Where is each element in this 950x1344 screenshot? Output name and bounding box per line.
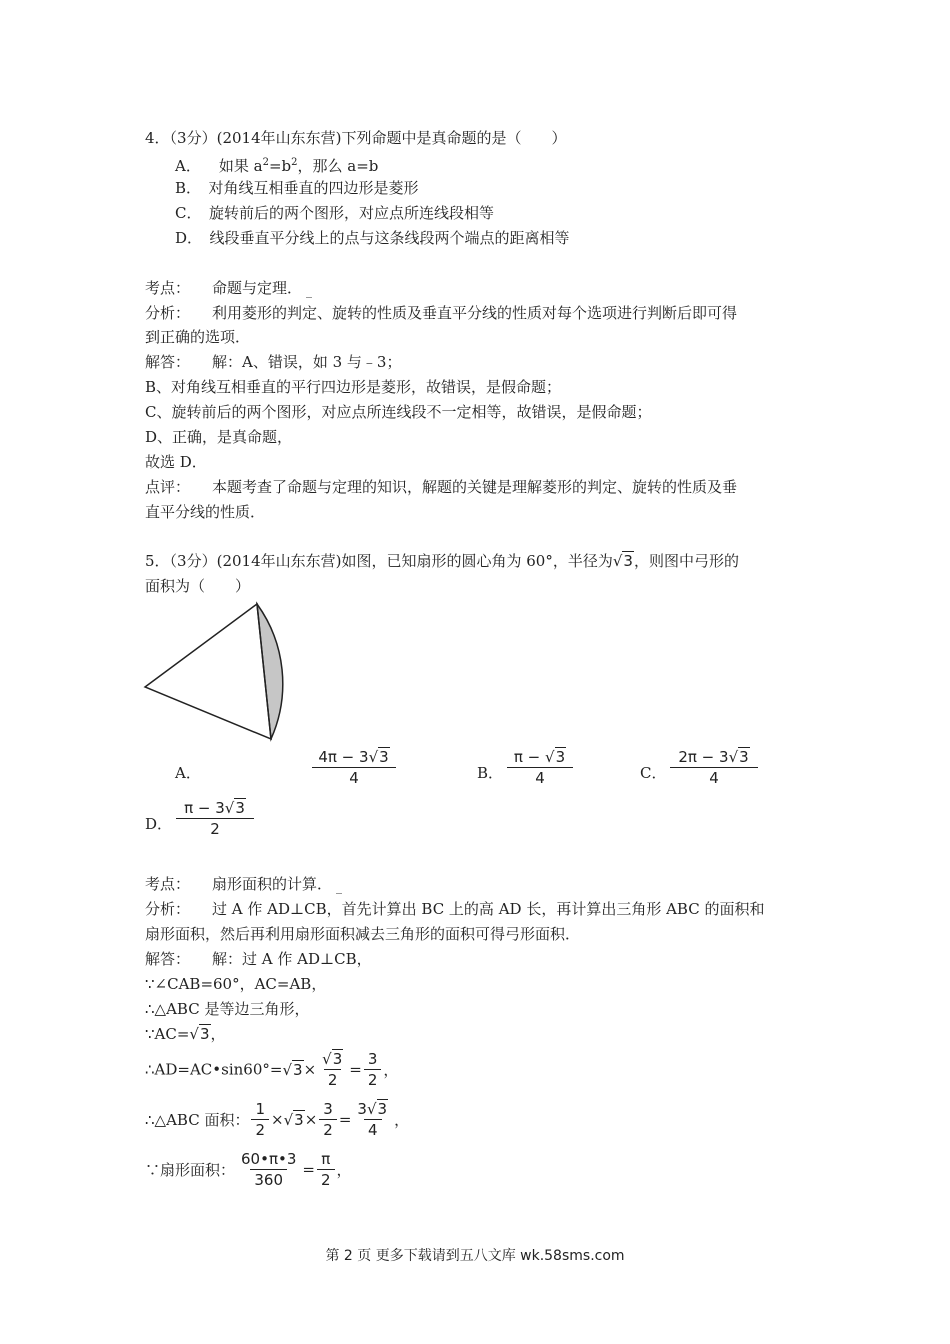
times-sign: × [304, 1110, 318, 1129]
line-6-post: ， [336, 1161, 352, 1179]
line-4-post: ， [383, 1061, 399, 1079]
fraction-numerator [510, 748, 570, 767]
q5-fenxi-label: 分析： [145, 900, 191, 918]
q5-option-d-label: D． [145, 815, 173, 833]
q4-jieda-text: 解：A、错误，如 3 与﹣3； [212, 353, 402, 371]
equals-sign: = [349, 1060, 362, 1079]
fraction-denominator: 2 [364, 1069, 382, 1089]
equals-sign: = [302, 1160, 315, 1179]
q5-kaodian-text: 扇形面积的计算． [212, 875, 333, 893]
q4-option-c: C． 旋转前后的两个图形，对应点所连线段相等 [175, 204, 494, 222]
fraction-numerator [674, 748, 753, 767]
times-sign: × [271, 1110, 284, 1129]
numerator-text: 4π − 3 [318, 748, 369, 766]
q5-kaodian [145, 874, 342, 894]
q4-choose: 故选 D． [145, 453, 207, 471]
q4-option-a-exp1: 2 [262, 157, 269, 168]
fraction-denominator: 4 [507, 767, 573, 787]
radicand: 3 [332, 1050, 343, 1068]
fraction [319, 1100, 337, 1139]
fraction [364, 1050, 382, 1089]
q4-kaodian-label: 考点： [145, 279, 191, 297]
q5-line-1: ∵∠CAB=60°，AC=AB， [145, 975, 327, 993]
sqrt-symbol: √3 [545, 748, 566, 766]
line-5-post: ， [394, 1111, 410, 1129]
radicand: 3 [294, 1110, 304, 1129]
q4-kaodian-text: 命题与定理． [212, 279, 303, 297]
radicand: 3 [739, 748, 749, 766]
q4-option-a-label: A． [175, 157, 201, 175]
line-4-text: ∴AD=AC•sin60°= [145, 1060, 283, 1079]
q4-dianping [145, 477, 737, 497]
sqrt-symbol: √3 [282, 1060, 303, 1079]
segment-shaded-region [257, 604, 283, 739]
sqrt-symbol: √3 [368, 748, 389, 766]
fraction-numerator: 60•π•3 [241, 1150, 297, 1168]
q5-line-3 [145, 1024, 226, 1044]
q4-solution-b: B、对角线互相垂直的平行四边形是菱形，故错误，是假命题； [145, 378, 562, 396]
q5-option-d [174, 799, 256, 838]
q5-title-line2: 面积为（ ） [145, 577, 251, 595]
q4-fenxi [145, 303, 737, 323]
radicand: 3 [199, 1025, 210, 1043]
sqrt-symbol: √3 [283, 1110, 304, 1129]
q5-line-5 [145, 1100, 409, 1139]
line-6-text: ∵扇形面积： [145, 1161, 236, 1179]
q5-title-radicand: 3 [623, 552, 633, 570]
fraction-denominator: 2 [251, 1119, 269, 1139]
q4-option-d: D． 线段垂直平分线上的点与这条线段两个端点的距离相等 [175, 229, 570, 247]
sqrt-symbol: √3 [224, 799, 245, 817]
sqrt-symbol: √3 [366, 1100, 388, 1118]
fraction-denominator: 2 [176, 818, 254, 838]
q4-title: 4．（3分）(2014年山东东营)下列命题中是真命题的是（ ） [145, 129, 567, 147]
fraction [317, 1150, 335, 1189]
q5-title [145, 551, 739, 571]
fraction-numerator: 1 [255, 1100, 266, 1118]
fraction [318, 1050, 347, 1089]
fraction-denominator: 2 [317, 1169, 335, 1189]
q5-option-a-label: A． [175, 764, 201, 782]
equals-sign: = [338, 1110, 352, 1129]
q4-jieda-label: 解答： [145, 353, 191, 371]
sqrt-symbol: √3 [728, 748, 749, 766]
q4-dianping-text-1: 本题考查了命题与定理的知识，解题的关键是理解菱形的判定、旋转的性质及垂 [212, 478, 738, 496]
fraction-numerator [353, 1100, 392, 1119]
q5-jieda-text: 解：过 A 作 AD⊥CB， [212, 950, 372, 968]
fraction-denominator: 4 [670, 767, 758, 787]
q5-option-d-fraction [176, 799, 254, 838]
q4-jieda [145, 352, 401, 372]
fraction-denominator: 2 [319, 1119, 337, 1139]
q4-kaodian [145, 278, 312, 298]
q4-option-b: B． 对角线互相垂直的四边形是菱形 [175, 179, 419, 197]
q5-fenxi [145, 899, 764, 919]
q5-line-4 [145, 1050, 398, 1089]
q5-fenxi-text-2: 扇形面积，然后再利用扇形面积减去三角形的面积可得弓形面积． [145, 925, 581, 943]
numerator-text: 2π − 3 [678, 748, 729, 766]
q4-fenxi-text-2: 到正确的选项． [145, 328, 251, 346]
fraction [251, 1100, 269, 1139]
fraction-numerator [318, 1050, 347, 1069]
fraction-numerator: 3 [323, 1100, 333, 1118]
sqrt-symbol: √3 [612, 552, 633, 570]
fraction-denominator: 4 [364, 1119, 382, 1139]
q5-option-a-fraction [312, 748, 396, 787]
numerator-text: π − 3 [184, 799, 225, 817]
numerator-text: π − [513, 748, 546, 766]
anchor-mark-icon [336, 893, 342, 894]
sector-figure [140, 598, 300, 746]
q5-jieda-label: 解答： [145, 950, 191, 968]
q5-line-2: ∴△ABC 是等边三角形， [145, 1000, 310, 1018]
triangle-abc [145, 604, 271, 739]
q4-option-a-exp2: 2 [291, 157, 298, 168]
radicand: 3 [379, 748, 389, 766]
line-5-text: ∴△ABC 面积： [145, 1111, 250, 1129]
q4-solution-c: C、旋转前后的两个图形，对应点所连线段不一定相等，故错误，是假命题； [145, 403, 652, 421]
page-footer: 第 2 页 更多下载请到五八文库 wk.58sms.com [325, 1248, 625, 1264]
line-3-text: ∵AC= [145, 1025, 190, 1043]
q4-option-a-post: ，那么 a=b [297, 157, 379, 175]
fraction [353, 1100, 392, 1139]
q5-jieda [145, 949, 372, 969]
q5-option-b-fraction [507, 748, 573, 787]
fraction-numerator [180, 799, 250, 818]
q4-fenxi-label: 分析： [145, 304, 191, 322]
q4-option-a-mid: =b [268, 157, 292, 175]
anchor-mark-icon [306, 297, 312, 298]
fraction-numerator [314, 748, 393, 767]
numerator-text: 3 [357, 1100, 367, 1118]
radicand: 3 [377, 1100, 388, 1118]
q4-dianping-text-2: 直平分线的性质． [145, 503, 266, 521]
q5-title-post: ，则图中弓形的 [633, 552, 739, 570]
q5-option-b-label: B． [477, 764, 504, 782]
sqrt-symbol: √3 [189, 1025, 210, 1043]
q5-line-6 [145, 1150, 352, 1189]
sqrt-symbol: √3 [322, 1050, 343, 1068]
q4-option-a [175, 153, 378, 176]
fraction-numerator: π [321, 1150, 331, 1168]
times-sign: × [303, 1060, 317, 1079]
q5-kaodian-label: 考点： [145, 875, 191, 893]
q5-option-a [310, 748, 398, 787]
q5-title-text: 5．（3分）(2014年山东东营)如图，已知扇形的圆心角为 60°，半径为 [145, 552, 613, 570]
radicand: 3 [235, 799, 245, 817]
q5-option-b [505, 748, 575, 787]
q4-solution-d: D、正确，是真命题， [145, 428, 293, 446]
q4-dianping-label: 点评： [145, 478, 191, 496]
q4-option-a-text: 如果 a [218, 157, 263, 175]
q5-fenxi-text-1: 过 A 作 AD⊥CB，首先计算出 BC 上的高 AD 长，再计算出三角形 ABC 的面积和 [212, 900, 765, 918]
fraction-denominator: 360 [250, 1169, 287, 1189]
fraction-denominator: 2 [324, 1069, 342, 1089]
fraction-numerator: 3 [367, 1050, 378, 1068]
radicand: 3 [293, 1060, 303, 1079]
line-3-post: ， [210, 1025, 226, 1043]
q5-option-c-fraction [670, 748, 758, 787]
q5-option-c [668, 748, 760, 787]
fraction [237, 1150, 300, 1189]
q4-fenxi-text-1: 利用菱形的判定、旋转的性质及垂直平分线的性质对每个选项进行判断后即可得 [212, 304, 738, 322]
q5-option-c-label: C． [640, 764, 667, 782]
radicand: 3 [555, 748, 566, 766]
fraction-denominator: 4 [312, 767, 396, 787]
